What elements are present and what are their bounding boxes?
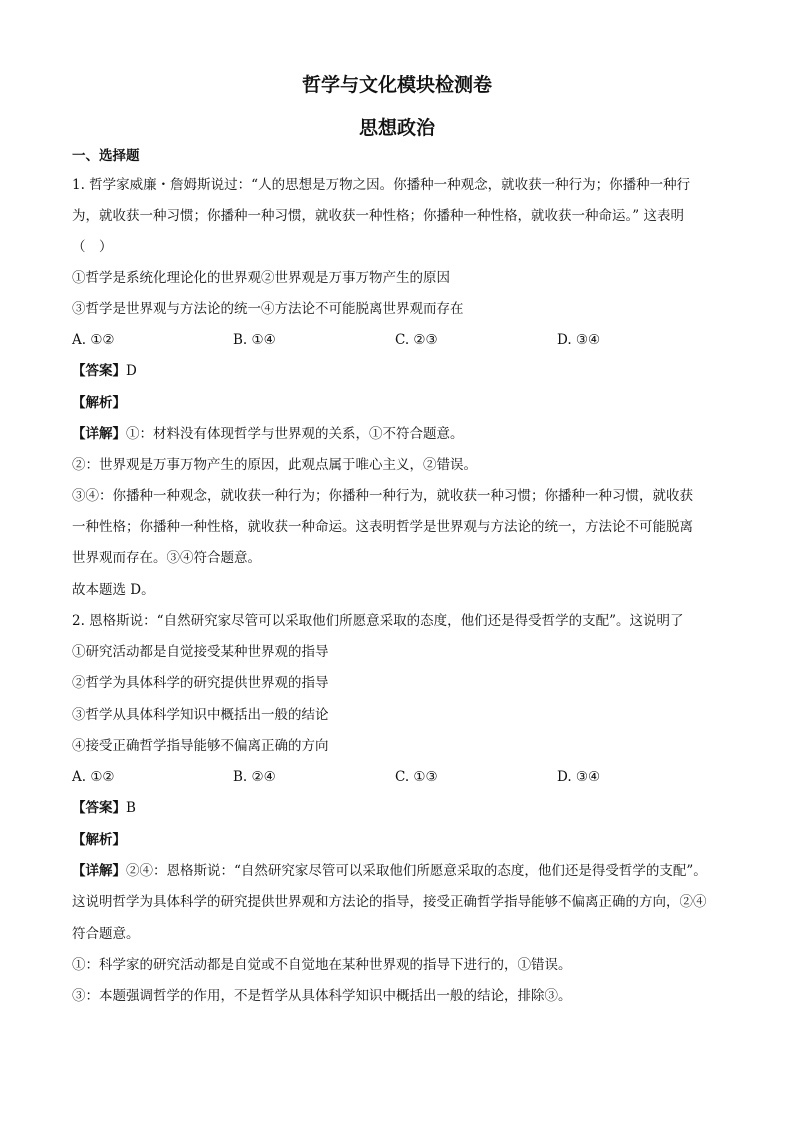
answer-tag: 【答案】	[72, 363, 126, 379]
answer-value: B	[126, 800, 136, 816]
q2-detail-line-1	[72, 862, 707, 880]
q2-stem-line-1: 2. 恩格斯说：“自然研究家尽管可以采取他们所愿意采取的态度，他们还是得受哲学的支配”。这说明了	[72, 613, 684, 629]
q2-analysis-tag: 【解析】	[72, 832, 126, 848]
q1-detail-line-2: ②：世界观是万事万物产生的原因，此观点属于唯心主义，②错误。	[72, 457, 477, 473]
answer-value: D	[126, 363, 137, 379]
q1-detail-line-1	[72, 425, 464, 443]
document-title: 哲学与文化模块检测卷	[301, 74, 492, 96]
q2-detail-line-3: 符合题意。	[72, 926, 140, 942]
q2-detail-line-5: ③：本题强调哲学的作用，不是哲学从具体科学知识中概括出一般的结论，排除③。	[72, 988, 572, 1004]
q1-option-b: B. ①④	[233, 332, 276, 348]
q2-option-c: C. ①③	[395, 769, 438, 785]
q1-detail-line-5: 世界观而存在。③④符合题意。	[72, 550, 261, 566]
q1-item-line-2: ③哲学是世界观与方法论的统一④方法论不可能脱离世界观而存在	[72, 301, 464, 317]
q1-item-line-1: ①哲学是系统化理论化的世界观②世界观是万事万物产生的原因	[72, 270, 450, 286]
q1-stem-line-3: （ ）	[72, 239, 113, 255]
q2-item-1: ①研究活动都是自觉接受某种世界观的指导	[72, 644, 329, 660]
q1-option-a: A. ①②	[72, 332, 115, 348]
q2-item-4: ④接受正确哲学指导能够不偏离正确的方向	[72, 738, 329, 754]
q1-detail-line-6: 故本题选 D。	[72, 582, 155, 598]
detail-text: ②④：恩格斯说：“自然研究家尽管可以采取他们所愿意采取的态度，他们还是得受哲学的支配”。	[126, 863, 707, 879]
q1-analysis-tag: 【解析】	[72, 395, 126, 411]
q2-detail-line-2: 这说明哲学为具体科学的研究提供世界观和方法论的指导，接受正确哲学指导能够不偏离正确的方向，②④	[72, 894, 707, 910]
document-subtitle: 思想政治	[358, 117, 435, 139]
q1-detail-line-3: ③④：你播种一种观念，就收获一种行为；你播种一种行为，就收获一种习惯；你播种一种习惯，就收获	[72, 488, 693, 504]
q2-detail-line-4: ①：科学家的研究活动都是自觉或不自觉地在某种世界观的指导下进行的，①错误。	[72, 957, 572, 973]
section-heading: 一、选择题	[72, 148, 140, 164]
detail-tag: 【详解】	[72, 426, 126, 442]
detail-text: ①：材料没有体现哲学与世界观的关系，①不符合题意。	[126, 426, 464, 442]
q1-option-d: D. ③④	[557, 332, 601, 348]
q2-answer	[72, 799, 136, 817]
q2-option-b: B. ②④	[233, 769, 276, 785]
q1-stem-line-2: 为，就收获一种习惯；你播种一种习惯，就收获一种性格；你播种一种性格，就收获一种命运。” 这表明	[72, 208, 684, 224]
answer-tag: 【答案】	[72, 800, 126, 816]
detail-tag: 【详解】	[72, 863, 126, 879]
q2-item-3: ③哲学从具体科学知识中概括出一般的结论	[72, 707, 329, 723]
q1-stem-line-1: 1. 哲学家威廉・詹姆斯说过：“人的思想是万物之因。你播种一种观念，就收获一种行为；你播种一种行	[72, 177, 691, 193]
q1-detail-line-4: 一种性格；你播种一种性格，就收获一种命运。这表明哲学是世界观与方法论的统一，方法论不可能脱离	[72, 519, 693, 535]
q1-answer	[72, 362, 137, 380]
q2-item-2: ②哲学为具体科学的研究提供世界观的指导	[72, 675, 329, 691]
q2-option-a: A. ①②	[72, 769, 115, 785]
q1-option-c: C. ②③	[395, 332, 438, 348]
q2-option-d: D. ③④	[557, 769, 601, 785]
